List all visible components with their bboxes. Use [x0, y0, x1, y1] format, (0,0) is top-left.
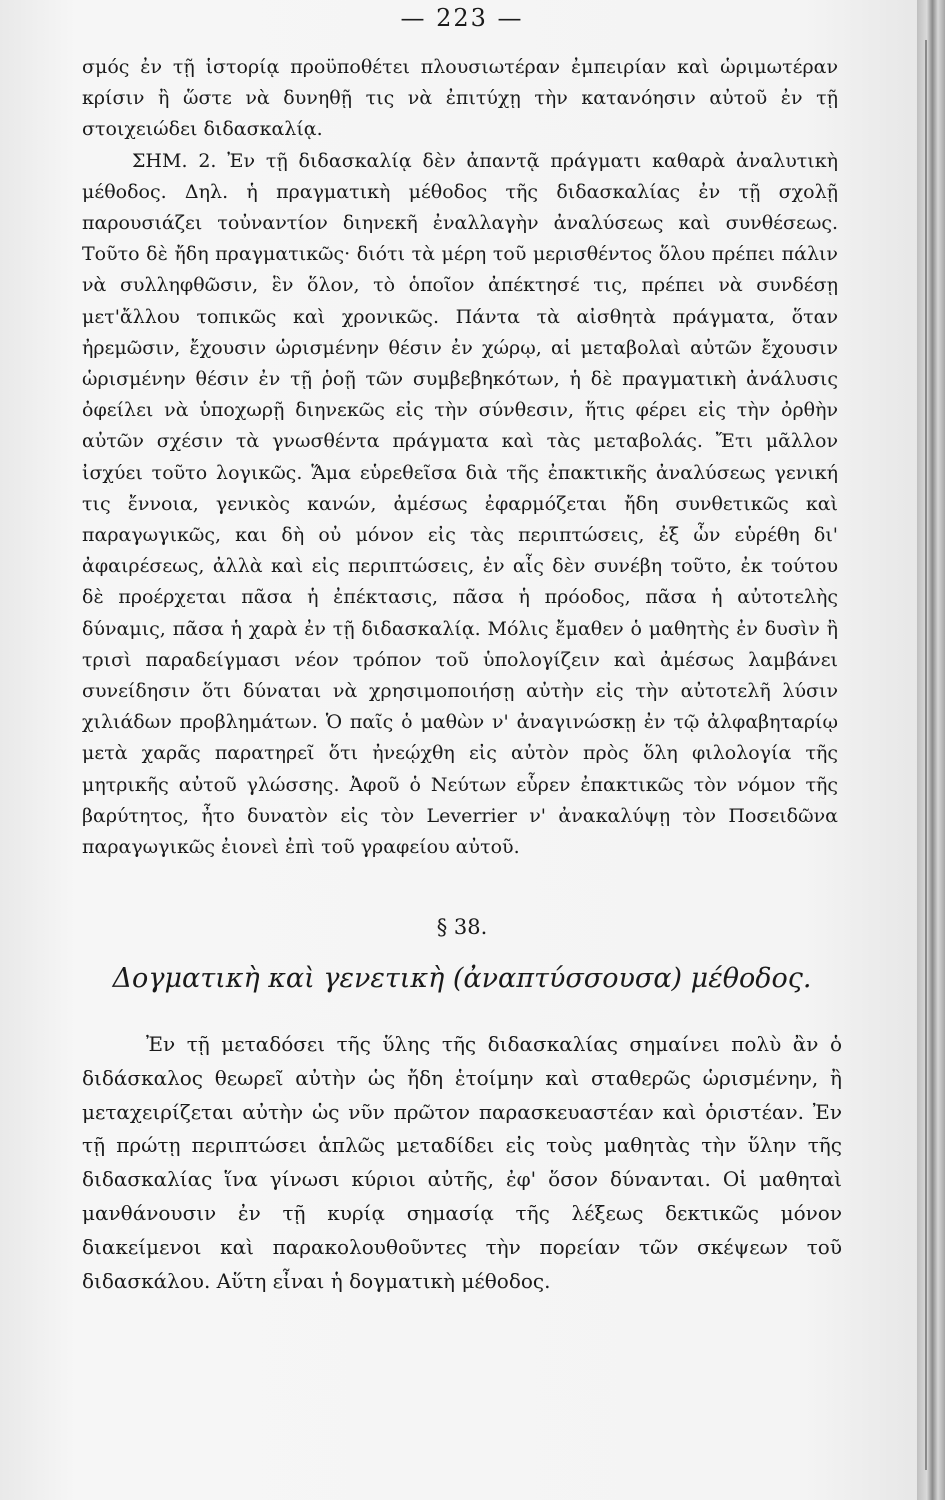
- section-number: § 38.: [436, 915, 488, 939]
- page-edge-line: [925, 40, 927, 1470]
- paragraph-note-2: ΣΗΜ. 2. Ἐν τῇ διδασκαλίᾳ δὲν ἀπαντᾷ πράγματι καθαρὰ ἀναλυτικὴ μέθοδος. Δηλ. ἡ πραγματικὴ μέθοδος τῆς διδασκαλίας ἐν τῇ σχολῇ παρουσιάζει τοὐναντίον διηνεκῆ ἐναλλαγὴν ἀναλύσεως καὶ συνθέσεως. Τοῦτο δὲ ἤδη πραγματικῶς· διότι τὰ μέρη τοῦ μερισθέντος ὅλου πρέπει πάλιν νὰ συλληφθῶσιν, ἓν ὅλον, τὸ ὁποῖον ἀπέκτησέ τις, πρέπει νὰ συνδέσῃ μετ'ἄλλου τοπικῶς καὶ χρονικῶς. Πάντα τὰ αἰσθητὰ πράγματα, ὅταν ἠρεμῶσιν, ἔχουσιν ὡρισμένην θέσιν ἐν χώρῳ, αἱ μεταβολαὶ αὐτῶν ἔχουσιν ὡρισμένην θέσιν ἐν τῇ ῥοῇ τῶν συμβεβηκότων, ἡ δὲ πραγματικὴ ἀνάλυσις ὀφείλει νὰ ὑποχωρῇ διηνεκῶς εἰς τὴν σύνθεσιν, ἥτις φέρει εἰς τὴν ὀρθὴν αὐτῶν σχέσιν τὰ γνωσθέντα πράγματα καὶ τὰς μεταβολάς. Ἔτι μᾶλλον ἰσχύει τοῦτο λογικῶς. Ἅμα εὑρεθεῖσα διὰ τῆς ἐπακτικῆς ἀναλύσεως γενική τις ἔννοια, γενικὸς κανών, ἀμέσως ἐφαρμόζεται ἤδη συνθετικῶς καὶ παραγωγικῶς, και δὴ οὐ μόνον εἰς τὰς περιπτώσεις, ἐξ ὧν εὑρέθη δι' ἀφαιρέσεως, ἀλλὰ καὶ εἰς περιπτώσεις, ἐν αἷς δὲν συνέβη τοῦτο, ἐκ τούτου δὲ προέρχεται πᾶσα ἡ ἐπέκτασις, πᾶσα ἡ πρόοδος, πᾶσα ἡ αὐτοτελὴς δύναμις, πᾶσα ἡ χαρὰ ἐν τῇ διδασκαλίᾳ. Μόλις ἔμαθεν ὁ μαθητὴς ἐν δυσὶν ἢ τρισὶ παραδείγμασι νέον τρόπον τοῦ ὑπολογίζειν καὶ ἀμέσως λαμβάνει συνείδησιν ὅτι δύναται νὰ χρησιμοποιήσῃ αὐτὴν εἰς τὴν αὐτοτελῆ λύσιν χιλιάδων προβλημάτων. Ὁ παῖς ὁ μαθὼν ν' ἀναγινώσκῃ ἐν τῷ ἀλφαβηταρίῳ μετὰ χαρᾶς παρατηρεῖ ὅτι ἠνεῴχθη εἰς αὐτὸν πρὸς ὅλη φιλολογία τῆς μητρικῆς αὐτοῦ γλώσσης. Ἀφοῦ ὁ Νεύτων εὗρεν ἐπακτικῶς τὸν νόμον τῆς βαρύτητος, ἦτο δυνατὸν εἰς τὸν Leverrier ν' ἀνακαλύψῃ τὸν Ποσειδῶνα παραγωγικῶς ἐιονεὶ ἐπὶ τοῦ γραφείου αὐτοῦ.: [82, 149, 838, 859]
- top-text-block: [82, 52, 838, 863]
- section-title: Δογματικὴ καὶ γενετικὴ (ἀναπτύσσουσα) μέθοδος.: [112, 963, 812, 994]
- page-edge-shadow: [917, 0, 945, 1500]
- page-number: — 223 —: [400, 4, 524, 32]
- bottom-text-block: [82, 1028, 842, 1298]
- paragraph-section-38: Ἐν τῇ μεταδόσει τῆς ὕλης τῆς διδασκαλίας σημαίνει πολὺ ἂν ὁ διδάσκαλος θεωρεῖ αὐτὴν ὡς ἤδη ἑτοίμην καὶ σταθερῶς ὡρισμένην, ἢ μεταχειρίζεται αὐτὴν ὡς νῦν πρῶτον παρασκευαστέαν καὶ ὁριστέαν. Ἐν τῇ πρώτῃ περιπτώσει ἁπλῶς μεταδίδει εἰς τοὺς μαθητὰς τὴν ὕλην τῆς διδασκαλίας ἵνα γίνωσι κύριοι αὐτῆς, ἐφ' ὅσον δύνανται. Οἱ μαθηταὶ μανθάνουσιν ἐν τῇ κυρίᾳ σημασίᾳ τῆς λέξεως δεκτικῶς μόνον διακείμενοι καὶ παρακολουθοῦντες τὴν πορείαν τῶν σκέψεων τοῦ διδασκάλου. Αὕτη εἶναι ἡ δογματικὴ μέθοδος.: [82, 1032, 842, 1293]
- paragraph-continuation: σμός ἐν τῇ ἱστορίᾳ προϋποθέτει πλουσιωτέραν ἐμπειρίαν καὶ ὡριμωτέραν κρίσιν ἢ ὥστε νὰ δυνηθῇ τις νὰ ἐπιτύχῃ τὴν κατανόησιν αὐτοῦ ἐν τῇ στοιχειώδει διδασκαλίᾳ.: [82, 56, 838, 141]
